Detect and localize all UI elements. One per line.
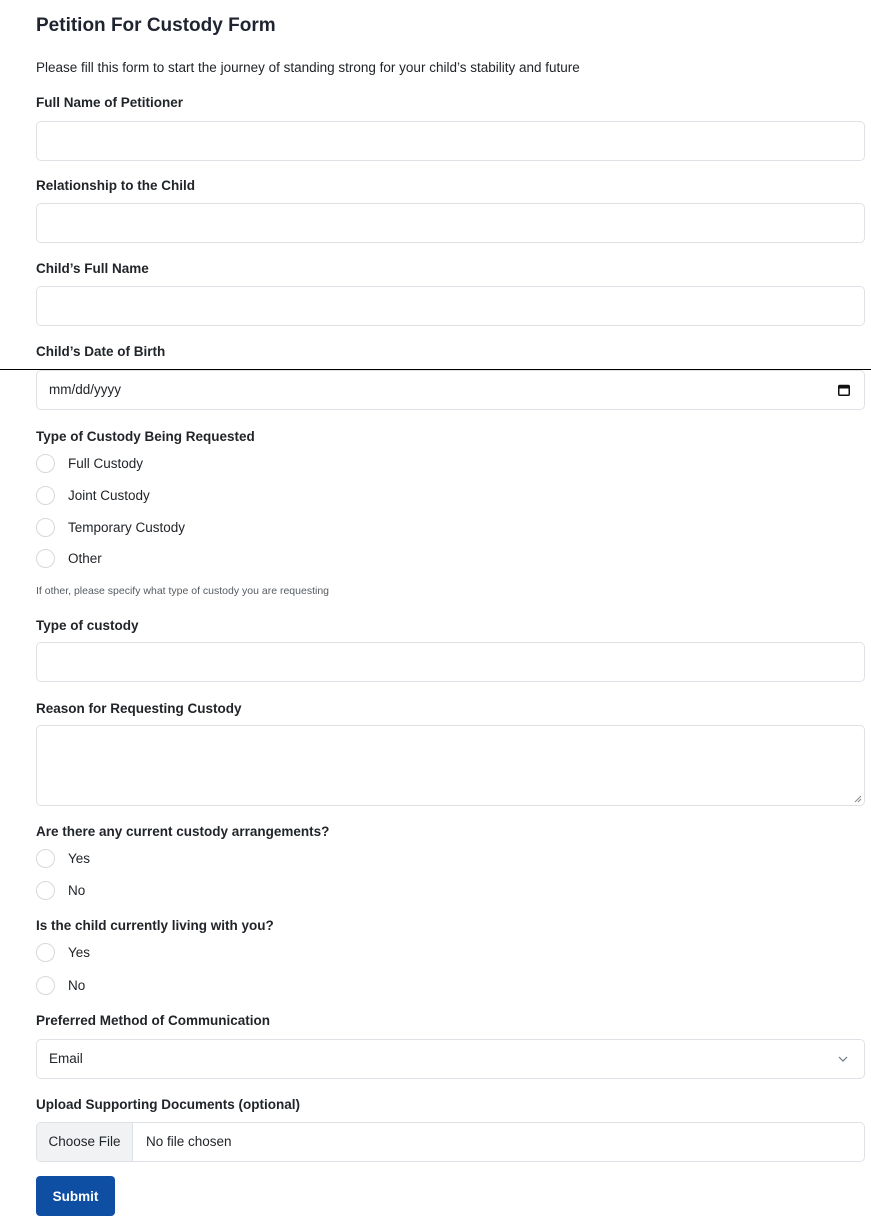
radio-label: Yes xyxy=(68,945,91,960)
calendar-icon[interactable] xyxy=(838,384,850,396)
form-intro: Please fill this form to start the journey of standing strong for your child’s stability and future xyxy=(36,60,580,75)
radio-option-full-custody[interactable] xyxy=(36,453,436,475)
upload-label: Upload Supporting Documents (optional) xyxy=(36,1097,300,1112)
reason-label: Reason for Requesting Custody xyxy=(36,701,242,716)
radio-label: No xyxy=(68,883,86,898)
radio-option-living-no[interactable] xyxy=(36,975,436,997)
radio-option-temporary-custody[interactable] xyxy=(36,517,436,539)
petitioner-name-input[interactable] xyxy=(36,121,865,161)
petitioner-name-label: Full Name of Petitioner xyxy=(36,95,184,110)
radio-label: Full Custody xyxy=(68,456,144,471)
communication-select[interactable] xyxy=(36,1039,865,1079)
living-with-label: Is the child currently living with you? xyxy=(36,918,274,933)
page-title: Petition For Custody Form xyxy=(36,15,276,36)
file-status: No file chosen xyxy=(146,1134,232,1149)
reason-textarea[interactable] xyxy=(36,725,865,806)
current-arrangements-label: Are there any current custody arrangements? xyxy=(36,824,330,839)
choose-file-button[interactable]: Choose File xyxy=(37,1123,133,1161)
child-name-label: Child’s Full Name xyxy=(36,261,149,276)
custody-other-label: Type of custody xyxy=(36,618,139,633)
radio-button[interactable] xyxy=(36,518,55,537)
radio-button[interactable] xyxy=(36,881,55,900)
date-placeholder: mm/dd/yyyy xyxy=(49,382,122,397)
radio-label: Other xyxy=(68,551,102,566)
communication-label: Preferred Method of Communication xyxy=(36,1013,271,1028)
child-name-input[interactable] xyxy=(36,286,865,326)
radio-label: Joint Custody xyxy=(68,488,150,503)
submit-button[interactable]: Submit xyxy=(36,1176,115,1216)
relationship-input[interactable] xyxy=(36,203,865,243)
radio-button[interactable] xyxy=(36,549,55,568)
child-dob-label: Child’s Date of Birth xyxy=(36,344,166,359)
chevron-down-icon xyxy=(837,1054,849,1064)
select-value: Email xyxy=(49,1051,83,1066)
radio-option-living-yes[interactable] xyxy=(36,942,436,964)
radio-button[interactable] xyxy=(36,849,55,868)
radio-button[interactable] xyxy=(36,454,55,473)
radio-button[interactable] xyxy=(36,976,55,995)
relationship-label: Relationship to the Child xyxy=(36,178,195,193)
radio-label: No xyxy=(68,978,86,993)
radio-option-arrangements-yes[interactable] xyxy=(36,848,436,870)
radio-label: Yes xyxy=(68,851,91,866)
radio-option-arrangements-no[interactable] xyxy=(36,880,436,902)
custody-other-input[interactable] xyxy=(36,642,865,682)
file-upload-input[interactable] xyxy=(36,1122,865,1162)
radio-button[interactable] xyxy=(36,943,55,962)
child-dob-input[interactable] xyxy=(36,370,865,410)
custody-type-help: If other, please specify what type of custody you are requesting xyxy=(36,585,330,597)
custody-type-label: Type of Custody Being Requested xyxy=(36,429,255,444)
divider-line xyxy=(0,369,871,370)
radio-option-joint-custody[interactable] xyxy=(36,485,436,507)
radio-label: Temporary Custody xyxy=(68,520,186,535)
resize-handle-icon[interactable] xyxy=(854,795,862,803)
radio-option-other[interactable] xyxy=(36,548,436,570)
radio-button[interactable] xyxy=(36,486,55,505)
